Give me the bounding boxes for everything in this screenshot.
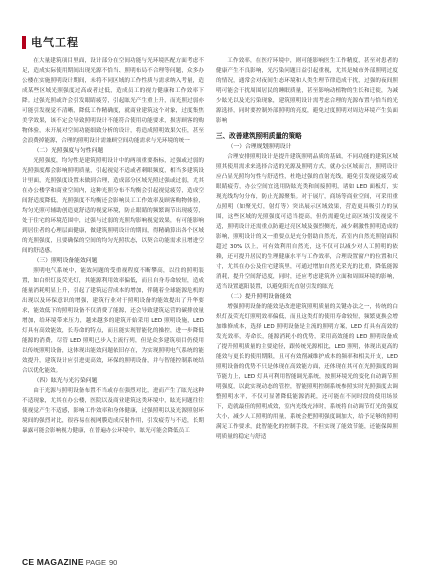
body-paragraph: 由于光源与照明设备布置不当或存在强烈对比，进而产生了眩光这种不适现象，尤其在办公楼，医院以及商业建筑这类环境中，眩光问题往往使视觉产生不适感，影响工作效率和身体健康，过强照明以及光源照射环境间的强烈对比，很容易在视网膜造成反射作用，引发疲劳与不适，长期暴露可能会影响视力健康，在普遍办公环境中，眩光可能会降低员工 [22,388,204,434]
left-column [22,56,204,436]
page-footer [22,557,117,567]
body-paragraph: 光照强度，均匀性是建筑照明设计中的两项重要指标，过强或过弱的光照强度都会影响照明质量，引起视觉不适或者刺眼频度，相当多建筑设计里面，光照强度设置未做到合理，造成部分区域光照过强或过弱，尤其在办公楼学和商业空间内，这种光照分布不均衡会引起视觉疲劳，造成空间舒适度降低，光照强度不均衡还会影响员工工作效率及顾客购物体验，均匀光照可辅助创造更舒适的视觉环境，防止眼睛的频繁调节出现疲劳，处于住宅的环境范围中，过强与过弱的光照均影响视觉效果，有可能影响到居住者的心理层面健康，做建筑照明设计的期间，得精确算出各个区域的光照强度，且要确保的空间的均匀光照状态，以契合功能需求且增进空间的舒适感。 [22,158,204,254]
section-header [22,34,79,50]
subsection-heading: （四）眩光与光污染问题 [33,378,98,384]
page-number: 90 [109,558,118,567]
body-paragraph: 工作效率，在医疗环境中，则可能影响医生工作精度，甚至对患者的健康产生不良影响，光污染问题日益引起重视，尤其是城市外部照明过度的情况，通常会对夜间生态环境和人类生理节律造成干扰，过强的夜间照明可能会干扰周围居民的睡眠质量，甚至影响动植物的生长和迁徙，为减少眩光以及光污染现象，建筑照明设计需考虑合理的光源布置与恰当的光源选择，同时要控制外部照明的亮度，避免过度照明对周边环境产生负面影响 [216,58,398,124]
body-paragraph: 在大量建筑项目里面，设计部分在空间功能与光环境匹配方面考虑不足，造成实际使用期间出现光源不恰当、照明布局不合理等问题，众多办公楼在实施照明设计期间，未将不同区域的工作性质与需求纳入考量，造成某些区域光照强度过高或者过低，造成员工的视力健康和工作效率下降。过强光照或许会引发眼睛疲劳，引起眩光产生重上升，而光照过弱亦可能引发视觉不清晰，降低工作精确度，就商业建筑这个对象，过度集焦美学效果，该不定会导致照明设计不能符合使用功能要求，损害顾客的购物体验，未开展对空间功能细致分析的设计，将造成照明效果欠佳，甚至会浪费掉能源，合理的照明设计需兼顾空间功能需求与光环境的统一 [22,58,204,144]
subsection-heading: （三）照明设备能效问题 [33,258,98,264]
page-label: PAGE [85,558,106,567]
body-paragraph: 合理安排照明设计是提升建筑照明品质的基础，不同功能的建筑区域照其使用需求来选择合适的光源及照明方式，就办公区域而言，照明设计应凸显光照均匀性与舒适性，杜绝过强的直射光线，避免引发视觉疲劳或眼睛疲劳，办公空间宜选用防眩光类和间接照明，诸如 LED 面板灯，实现光线均匀分布，防止光源聚集。对于展厅，商场等商业空间，可采用重点照明（如聚光灯，射灯等）突出展示区域效果，营造更具吸引力的氛围，这些区域的光照强度可适当提高，但仍需避免过高区域引发视觉不适，照明设计还需重点防避过亮区域及强烈侧光，减少刺激性照明造成的影响，照明设计的又一重要点是充分借助自然光，若室内自然光照射面积超过 30% 以上，可有效利用自然光，这不仅可以减少对人工照明的依赖，还可提升居民的生理健康水平与工作效率，合理设置窗户的位置和尺寸，尤其在办公及住宅建筑里，可通过增加自然光采光的比重，降低能源消耗，提升空间舒适度，同时，还应考虑建筑外立面和周围环境的影响，适当设置遮阳装置，以避免阳光直射引发的眩光 [216,154,398,290]
magazine-name: CE MAGAZINE [22,557,84,567]
subsection-heading: （一）合理规划照明设计 [227,144,292,150]
subsection-heading: （二）提升照明设备能效 [227,294,292,300]
right-column [216,56,398,442]
section-accent-bar [22,36,26,49]
section-title: 电气工程 [31,36,79,49]
body-paragraph: 照明电气系统中，能效问题的受重视程度不断攀高，以往的照明装置，如白炽灯及荧光灯，其能源利用效率偏低，而且自身寿命较短，造成能量消耗明显上升，引起了建筑运营成本的增加，伴随着全球能源危机的出现以及环保意识的增强，建筑行业对于照明设备的能效提出了升华要求，能效低下的照明设备不仅消费了能源，还会导致建筑运营的碳排放量增加，给环境带来压力，越来越多的建筑开始采用 LED 照明设施，LED 灯具有高效能效，长寿命的特点，而且能实现智能化的操控，进一步降低能源的消费，尽管 LED 照明已步入主流行列，但是众多建筑项目仍使用以传统照明设备，这体现出能效问题依旧存在，为实现照明电气系统的能效提升，建筑设计应引进更高效，环保的照明设备，并与智能控制系统结合以优化能效。 [22,268,204,374]
body-paragraph: 增强照明设备的能效是改进建筑照明质量的关键办法之一，传统的白炽灯及荧光灯照明效率偏低，而且这类灯的使用寿命较短，频繁更换会增加维修成本，选择 LED 照明设备是主流的照明方案，LED 灯具有高效的发光效率，寿命长，能源消耗小的优势，采用高效能的 LED 照明设备成了提升照明质量的主要途径，跟传统光源相比，LED 照明，体现出更高的能效与更长的使用期限，且可有效削减维护成本的频率和相关开支，LED 照明设备的优势不只是体现在高效能方面，还体现在其可在光照强度的调节能力上，LED 灯具可利用智能调光系统，按照环境光的变化自动调节照明强度，以此实现动态的管控，智能照明控制系统参照实时光照强度去调整照明水平，不仅可显著降低能源消耗，还可能在不同时段的使用场景下，造就最佳的照明成效，室内光线充沛时，系统将自动调节灯光的强度大小，减少人工照明的用量，系统会把照明强度调加大，给予足够的照明满足工作要求，此智能化的控制手段，不但实现了能效节能，还能保障照明质量的稳定与舒适 [216,304,398,440]
section-heading: 三、改善建筑照明质量的策略 [216,132,302,140]
subsection-heading: （二）光照强度与匀性问题 [33,148,104,154]
